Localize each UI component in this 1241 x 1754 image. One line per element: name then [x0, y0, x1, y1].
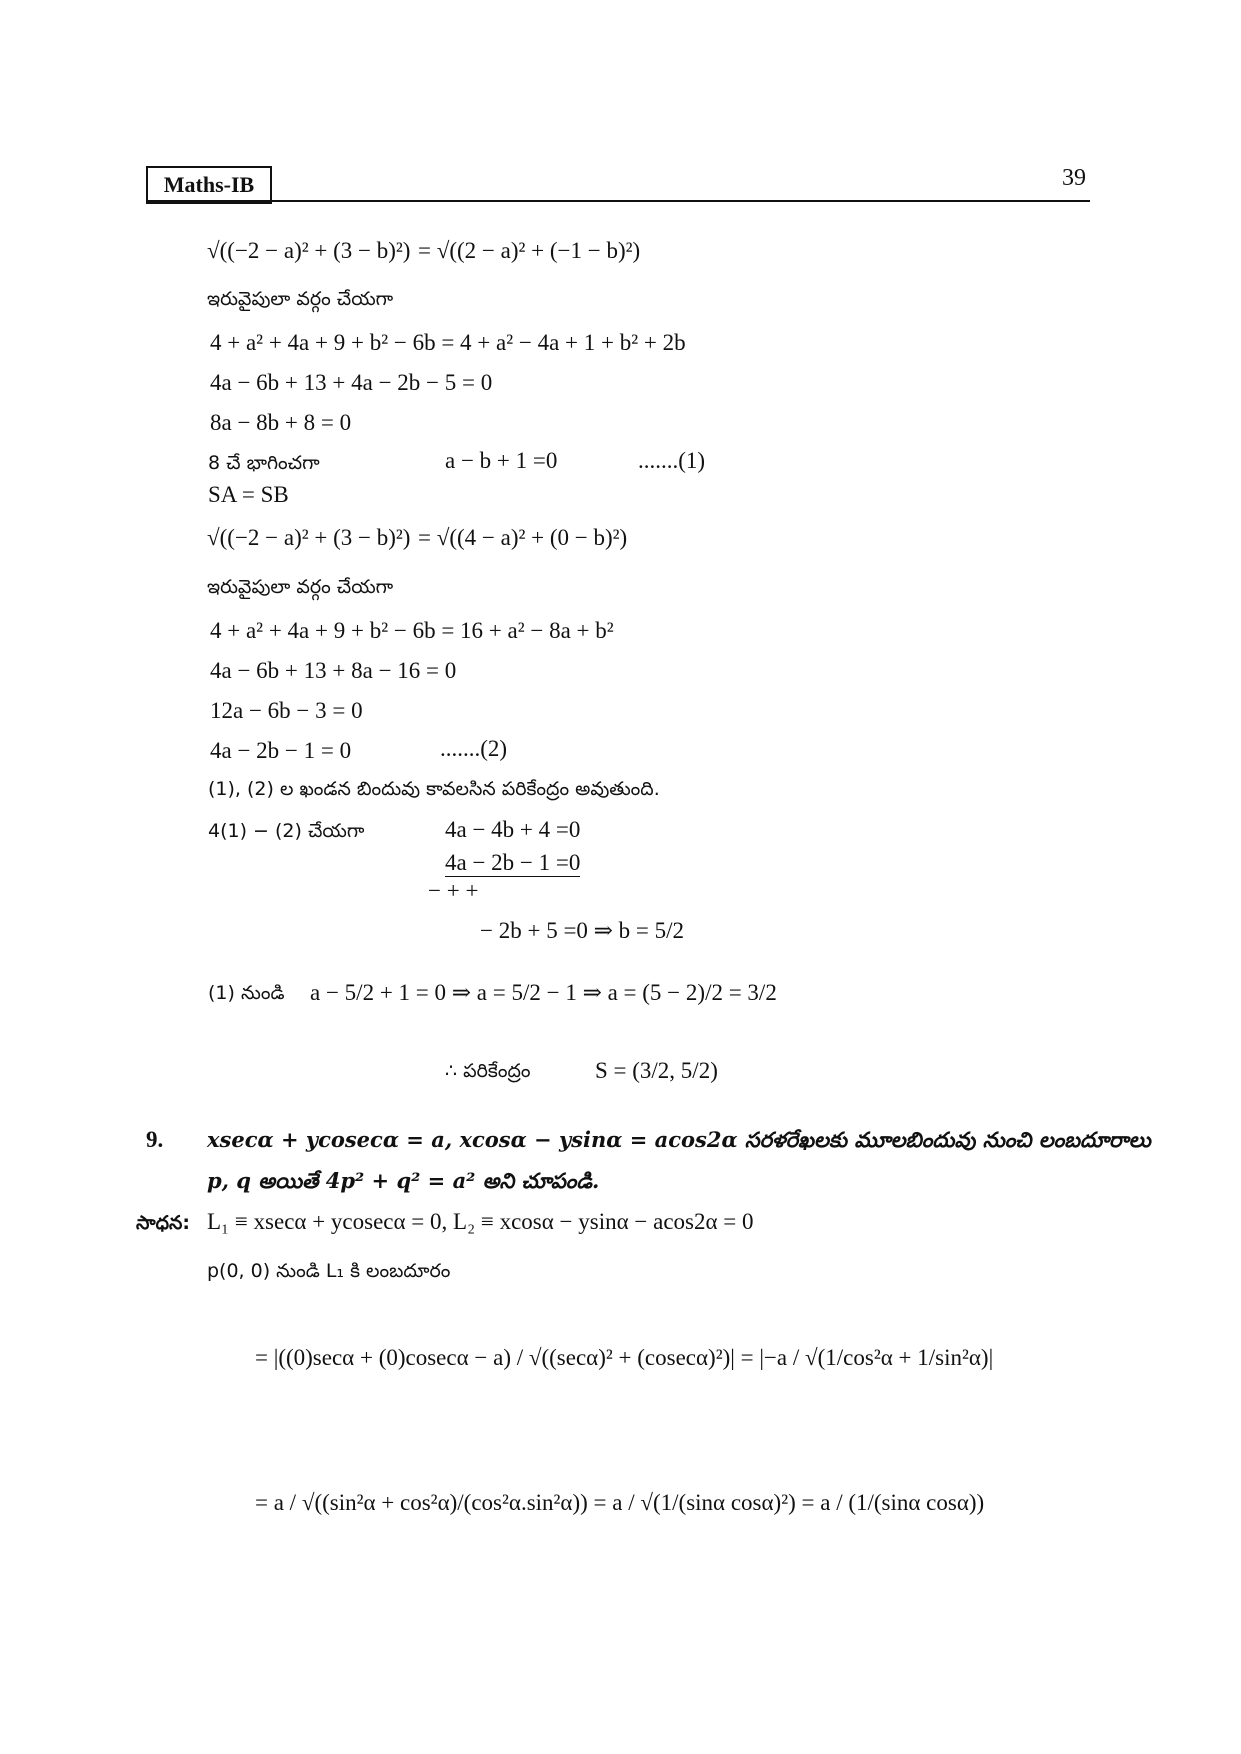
eq-simplified-3: 4a − 6b + 13 + 8a − 16 = 0 — [210, 658, 457, 683]
question-text-line1: xsecα + ycosecα = a, xcosα − ysinα = acos2α సరళరేఖలకు మూలబిందువు నుంచి లంబదూరాలు — [207, 1127, 1151, 1152]
header-title: Maths-IB — [146, 166, 272, 204]
eq-a-value: a − 5/2 + 1 = 0 ⇒ a = 5/2 − 1 ⇒ a = (5 − 2)/2 = 3/2 — [310, 980, 777, 1005]
eq-distance-sa-sc-left: √((−2 − a)² + (3 − b)²) — [207, 238, 411, 263]
text-therefore-circumcentre: ∴ పరికేంద్రం — [445, 1060, 531, 1082]
text-divide-by-8: 8 చే భాగించగా — [208, 452, 320, 474]
text-square-both-sides-2: ఇరువైపులా వర్గం చేయగా — [207, 576, 394, 598]
text-intersection: (1), (2) ల ఖండన బిందువు కావలసిన పరికేంద్రం అవుతుంది. — [208, 778, 660, 800]
eq-label-1: .......(1) — [638, 448, 706, 473]
question-text-line2: p, q అయితే 4p² + q² = a² అని చూపండి. — [207, 1168, 600, 1193]
page-number: 39 — [1062, 165, 1086, 191]
eq-simplified-2: 8a − 8b + 8 = 0 — [210, 410, 352, 435]
text-square-both-sides-1: ఇరువైపులా వర్గం చేయగా — [207, 288, 394, 310]
eq-distance-sa-sc-right: = √((2 − a)² + (−1 − b)²) — [418, 238, 641, 263]
eq-4-times-1: 4a − 4b + 4 =0 — [445, 817, 581, 842]
text-4-times-1-minus-2: 4(1) − (2) చేయగా — [208, 820, 365, 842]
eq-perp-distance-2: = a / √((sin²α + cos²α)/(cos²α.sin²α)) = a / √(1/(sinα cosα)²) = a / (1/(sinα cosα)) — [255, 1490, 985, 1515]
eq-expanded-2: 4 + a² + 4a + 9 + b² − 6b = 16 + a² − 8a + b² — [210, 618, 614, 643]
solution-label: సాధన: — [136, 1212, 190, 1234]
eq-label-2: .......(2) — [440, 736, 508, 761]
eq-distance-sa-sb-right: = √((4 − a)² + (0 − b)²) — [418, 525, 628, 550]
header-rule — [146, 200, 1090, 202]
sign-changes: − + + — [428, 878, 479, 903]
eq-simplified-1: 4a − 6b + 13 + 4a − 2b − 5 = 0 — [210, 370, 493, 395]
eq-two-repeat: 4a − 2b − 1 =0 — [445, 850, 581, 875]
eq-one: a − b + 1 =0 — [445, 448, 558, 473]
eq-circumcentre: S = (3/2, 5/2) — [595, 1058, 718, 1083]
eq-b-value: − 2b + 5 =0 ⇒ b = 5/2 — [480, 918, 685, 943]
eq-two: 4a − 2b − 1 = 0 — [210, 738, 352, 763]
eq-expanded-1: 4 + a² + 4a + 9 + b² − 6b = 4 + a² − 4a + 1 + b² + 2b — [210, 330, 686, 355]
eq-perp-distance-1: = |((0)secα + (0)cosecα − a) / √((secα)² + (cosecα)²)| = |−a / √(1/cos²α + 1/sin²α)| — [255, 1345, 994, 1370]
text-sa-sb: SA = SB — [208, 482, 289, 507]
solution-line-equations: L₁ ≡ xsecα + ycosecα = 0, L₂ ≡ xcosα − ysinα − acos2α = 0 — [207, 1209, 754, 1234]
question-number: 9. — [146, 1127, 164, 1152]
solution-perp-distance-text: p(0, 0) నుండి L₁ కి లంబదూరం — [207, 1260, 451, 1282]
text-from-1: (1) నుండి — [208, 982, 285, 1004]
eq-distance-sa-sb-left: √((−2 − a)² + (3 − b)²) — [207, 525, 411, 550]
eq-simplified-4: 12a − 6b − 3 = 0 — [210, 698, 363, 723]
